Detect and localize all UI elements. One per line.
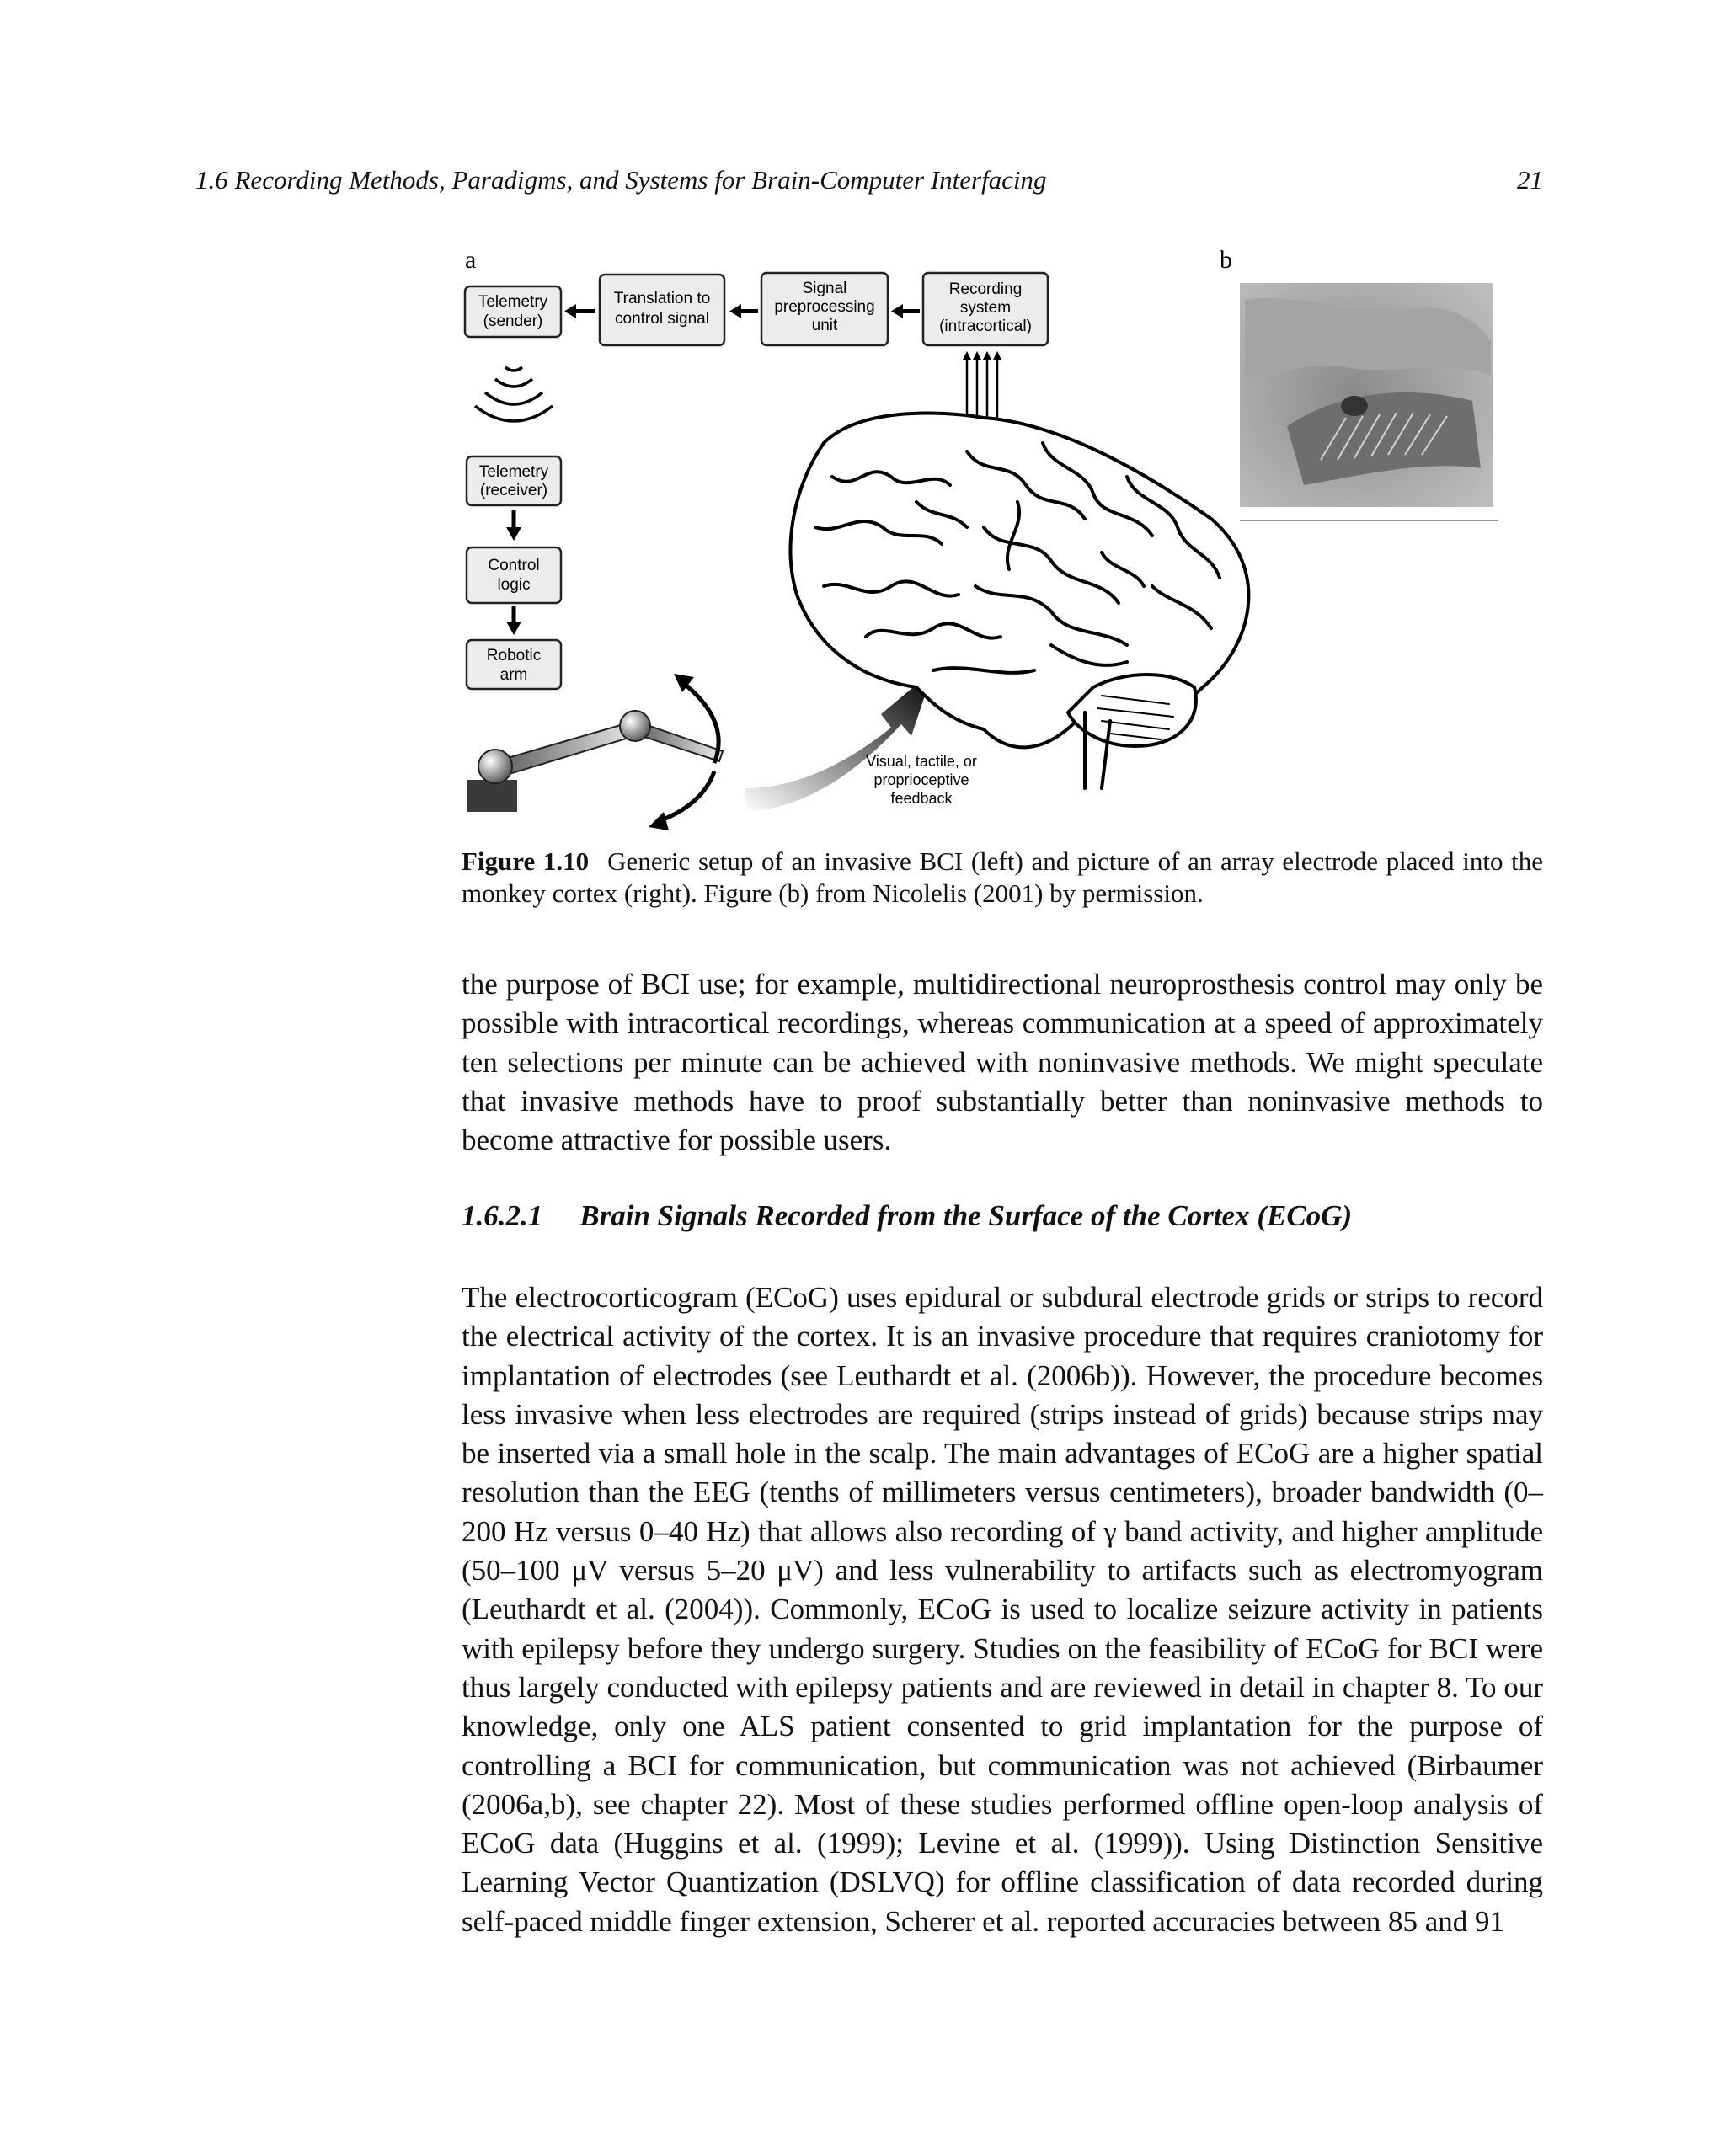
svg-text:(receiver): (receiver): [479, 482, 548, 499]
svg-text:Control: Control: [488, 557, 540, 574]
svg-text:Recording: Recording: [948, 280, 1023, 298]
feedback-label-line-2: proprioceptive: [873, 771, 969, 788]
svg-text:logic: logic: [497, 576, 531, 594]
box-robotic-arm: [467, 640, 561, 689]
svg-text:(intracortical): (intracortical): [939, 318, 1032, 335]
box-recording-system: [923, 273, 1048, 345]
svg-text:(sender): (sender): [483, 312, 543, 330]
page-number: 21: [1517, 165, 1543, 195]
section-title: Brain Signals Recorded from the Surface of the Cortex (ECoG): [579, 1199, 1353, 1232]
svg-text:preprocessing: preprocessing: [774, 298, 875, 316]
svg-text:Robotic: Robotic: [486, 647, 542, 664]
running-head-title: 1.6 Recording Methods, Paradigms, and Systems for Brain-Computer Interfacing: [195, 165, 1047, 195]
box-telemetry-sender: [465, 286, 561, 337]
box-telemetry-receiver: [467, 456, 561, 505]
brain-icon: [791, 413, 1249, 788]
svg-text:arm: arm: [499, 666, 528, 684]
body-paragraph-1: the purpose of BCI use; for example, multidirectional neuroprosthesis control may only be possible with intracortical recordings, whereas communication at a speed of approximately ten selections per minute can be achieved with noninvasive methods. We might speculate that invasive methods have to proof substantially better than noninvasive methods to become attractive for possible users.: [462, 968, 1543, 1157]
svg-text:Translation to: Translation to: [613, 290, 711, 307]
figure-1-10: [462, 249, 1543, 839]
box-translation: [600, 275, 724, 345]
figure-caption-text: Generic setup of an invasive BCI (left) and picture of an array electrode placed into the monkey cortex (right). Figure (b) from Nicolelis (2001) by permission.: [462, 846, 1543, 908]
feedback-label-line-1: Visual, tactile, or: [866, 753, 977, 770]
box-control-logic: [467, 547, 561, 603]
figure-caption-label: Figure 1.10: [462, 846, 590, 876]
svg-text:Signal: Signal: [802, 280, 847, 297]
panel-a-label: a: [465, 249, 477, 274]
section-heading: [462, 1199, 1543, 1233]
svg-text:unit: unit: [811, 317, 838, 334]
body-paragraph-2: The electrocorticogram (ECoG) uses epidural or subdural electrode grids or strips to record the electrical activity of the cortex. It is an invasive procedure that requires craniotomy for implantation of electrodes (see Leuthardt et al. (2006b)). However, the procedure becomes less invasive when less electrodes are required (strips instead of grids) because strips may be inserted via a small hole in the scalp. The main advantages of ECoG are a higher spatial resolution than the EEG (tenths of millimeters versus centimeters), broader bandwidth (0–200 Hz versus 0–40 Hz) that allows also recording of γ band activity, and higher amplitude (50–100 μV versus 5–20 μV) and less vulnerability to artifacts such as electromyogram (Leuthardt et al. (2004)). Commonly, ECoG is used to localize seizure activity in patients with epilepsy before they undergo surgery. Studies on the feasibility of ECoG for BCI were thus largely conducted with epilepsy patients and are reviewed in detail in chapter 8. To our knowledge, only one ALS patient consented to grid implantation for the purpose of controlling a BCI for communication, but communication was not achieved (Birbaumer (2006a,b), see chapter 22). Most of these studies performed offline open-loop analysis of ECoG data (Huggins et al. (1999); Levine et al. (1999)). Using Distinction Sensitive Learning Vector Quantization (DSLVQ) for offline classification of data recorded during self-paced middle finger extension, Scherer et al. reported accuracies between 85 and 91: [462, 1281, 1543, 1938]
svg-text:Telemetry: Telemetry: [478, 293, 548, 311]
panel-b-label: b: [1220, 249, 1232, 274]
svg-text:Telemetry: Telemetry: [478, 463, 549, 481]
svg-text:control signal: control signal: [615, 310, 709, 328]
robotic-arm-icon: [467, 711, 723, 812]
figure-caption: [462, 846, 1543, 910]
feedback-label-line-3: feedback: [890, 790, 953, 807]
running-head: [195, 165, 1543, 202]
wireless-signal-icon: [475, 367, 553, 421]
array-electrode-photo: [1240, 283, 1498, 520]
box-preprocessing: [761, 273, 888, 345]
svg-text:system: system: [959, 299, 1012, 317]
section-number: 1.6.2.1: [462, 1199, 543, 1232]
